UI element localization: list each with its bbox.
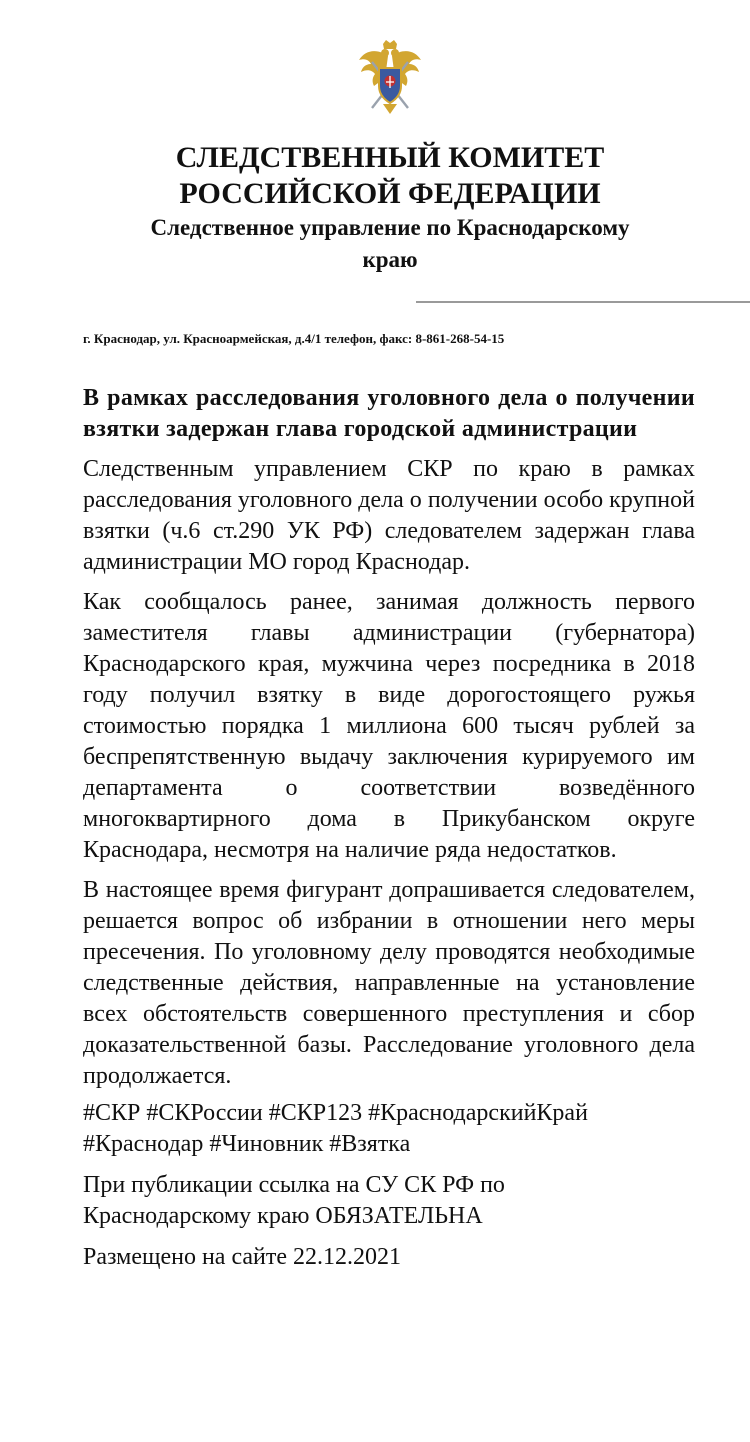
article-paragraph-2: Как сообщалось ранее, занимая должность первого заместителя главы администрации (губернатора) Краснодарского края, мужчина через посредника в 2018 году получил взятку в виде дорогостоящего ружья стоимостью порядка 1 миллиона 600 тысяч рублей за беспрепятственную выдачу заключения курируемого им департамента о соответствии возведённого многоквартирного дома в Прикубанском округе Краснодара, несмотря на наличие ряда недостатков. bbox=[83, 589, 695, 863]
article-paragraph-3: В настоящее время фигурант допрашивается следователем, решается вопрос об избрании в отношении него меры пресечения. По уголовному делу проводятся необходимые следственные действия, направленные на установление всех обстоятельств совершенного преступления и сбор доказательственной базы. Расследование уголовного дела продолжается. bbox=[83, 877, 695, 1089]
organization-title-line2: РОССИЙСКОЙ ФЕДЕРАЦИИ bbox=[179, 177, 601, 210]
department-title bbox=[60, 212, 720, 276]
hashtags bbox=[83, 1098, 695, 1160]
publication-notice-line2: Краснодарскому краю ОБЯЗАТЕЛЬНА bbox=[83, 1203, 483, 1229]
header-divider bbox=[416, 301, 750, 303]
article-paragraph-1: Следственным управлением СКР по краю в рамках расследования уголовного дела о получении особо крупной взятки (ч.6 ст.290 УК РФ) следователем задержан глава администрации МО город Краснодар. bbox=[83, 456, 695, 575]
organization-title-line1: СЛЕДСТВЕННЫЙ КОМИТЕТ bbox=[175, 141, 605, 174]
hashtags-line1: #СКР #СКРоссии #СКР123 #КраснодарскийКрай bbox=[83, 1100, 588, 1126]
publication-notice bbox=[83, 1170, 695, 1232]
publication-notice-line1: При публикации ссылка на СУ СК РФ по bbox=[83, 1172, 505, 1198]
article-headline: В рамках расследования уголовного дела о получении взятки задержан глава городской администрации bbox=[83, 385, 695, 442]
posted-date: Размещено на сайте 22.12.2021 bbox=[83, 1244, 402, 1270]
department-title-line2: краю bbox=[362, 247, 418, 272]
department-title-line1: Следственное управление по Краснодарскому bbox=[150, 215, 630, 240]
hashtags-line2: #Краснодар #Чиновник #Взятка bbox=[83, 1131, 411, 1157]
organization-title bbox=[60, 140, 720, 212]
investigative-committee-emblem-icon bbox=[355, 38, 425, 118]
article bbox=[83, 383, 695, 1273]
address-line: г. Краснодар, ул. Красноармейская, д.4/1 телефон, факс: 8-861-268-54-15 bbox=[83, 331, 505, 346]
